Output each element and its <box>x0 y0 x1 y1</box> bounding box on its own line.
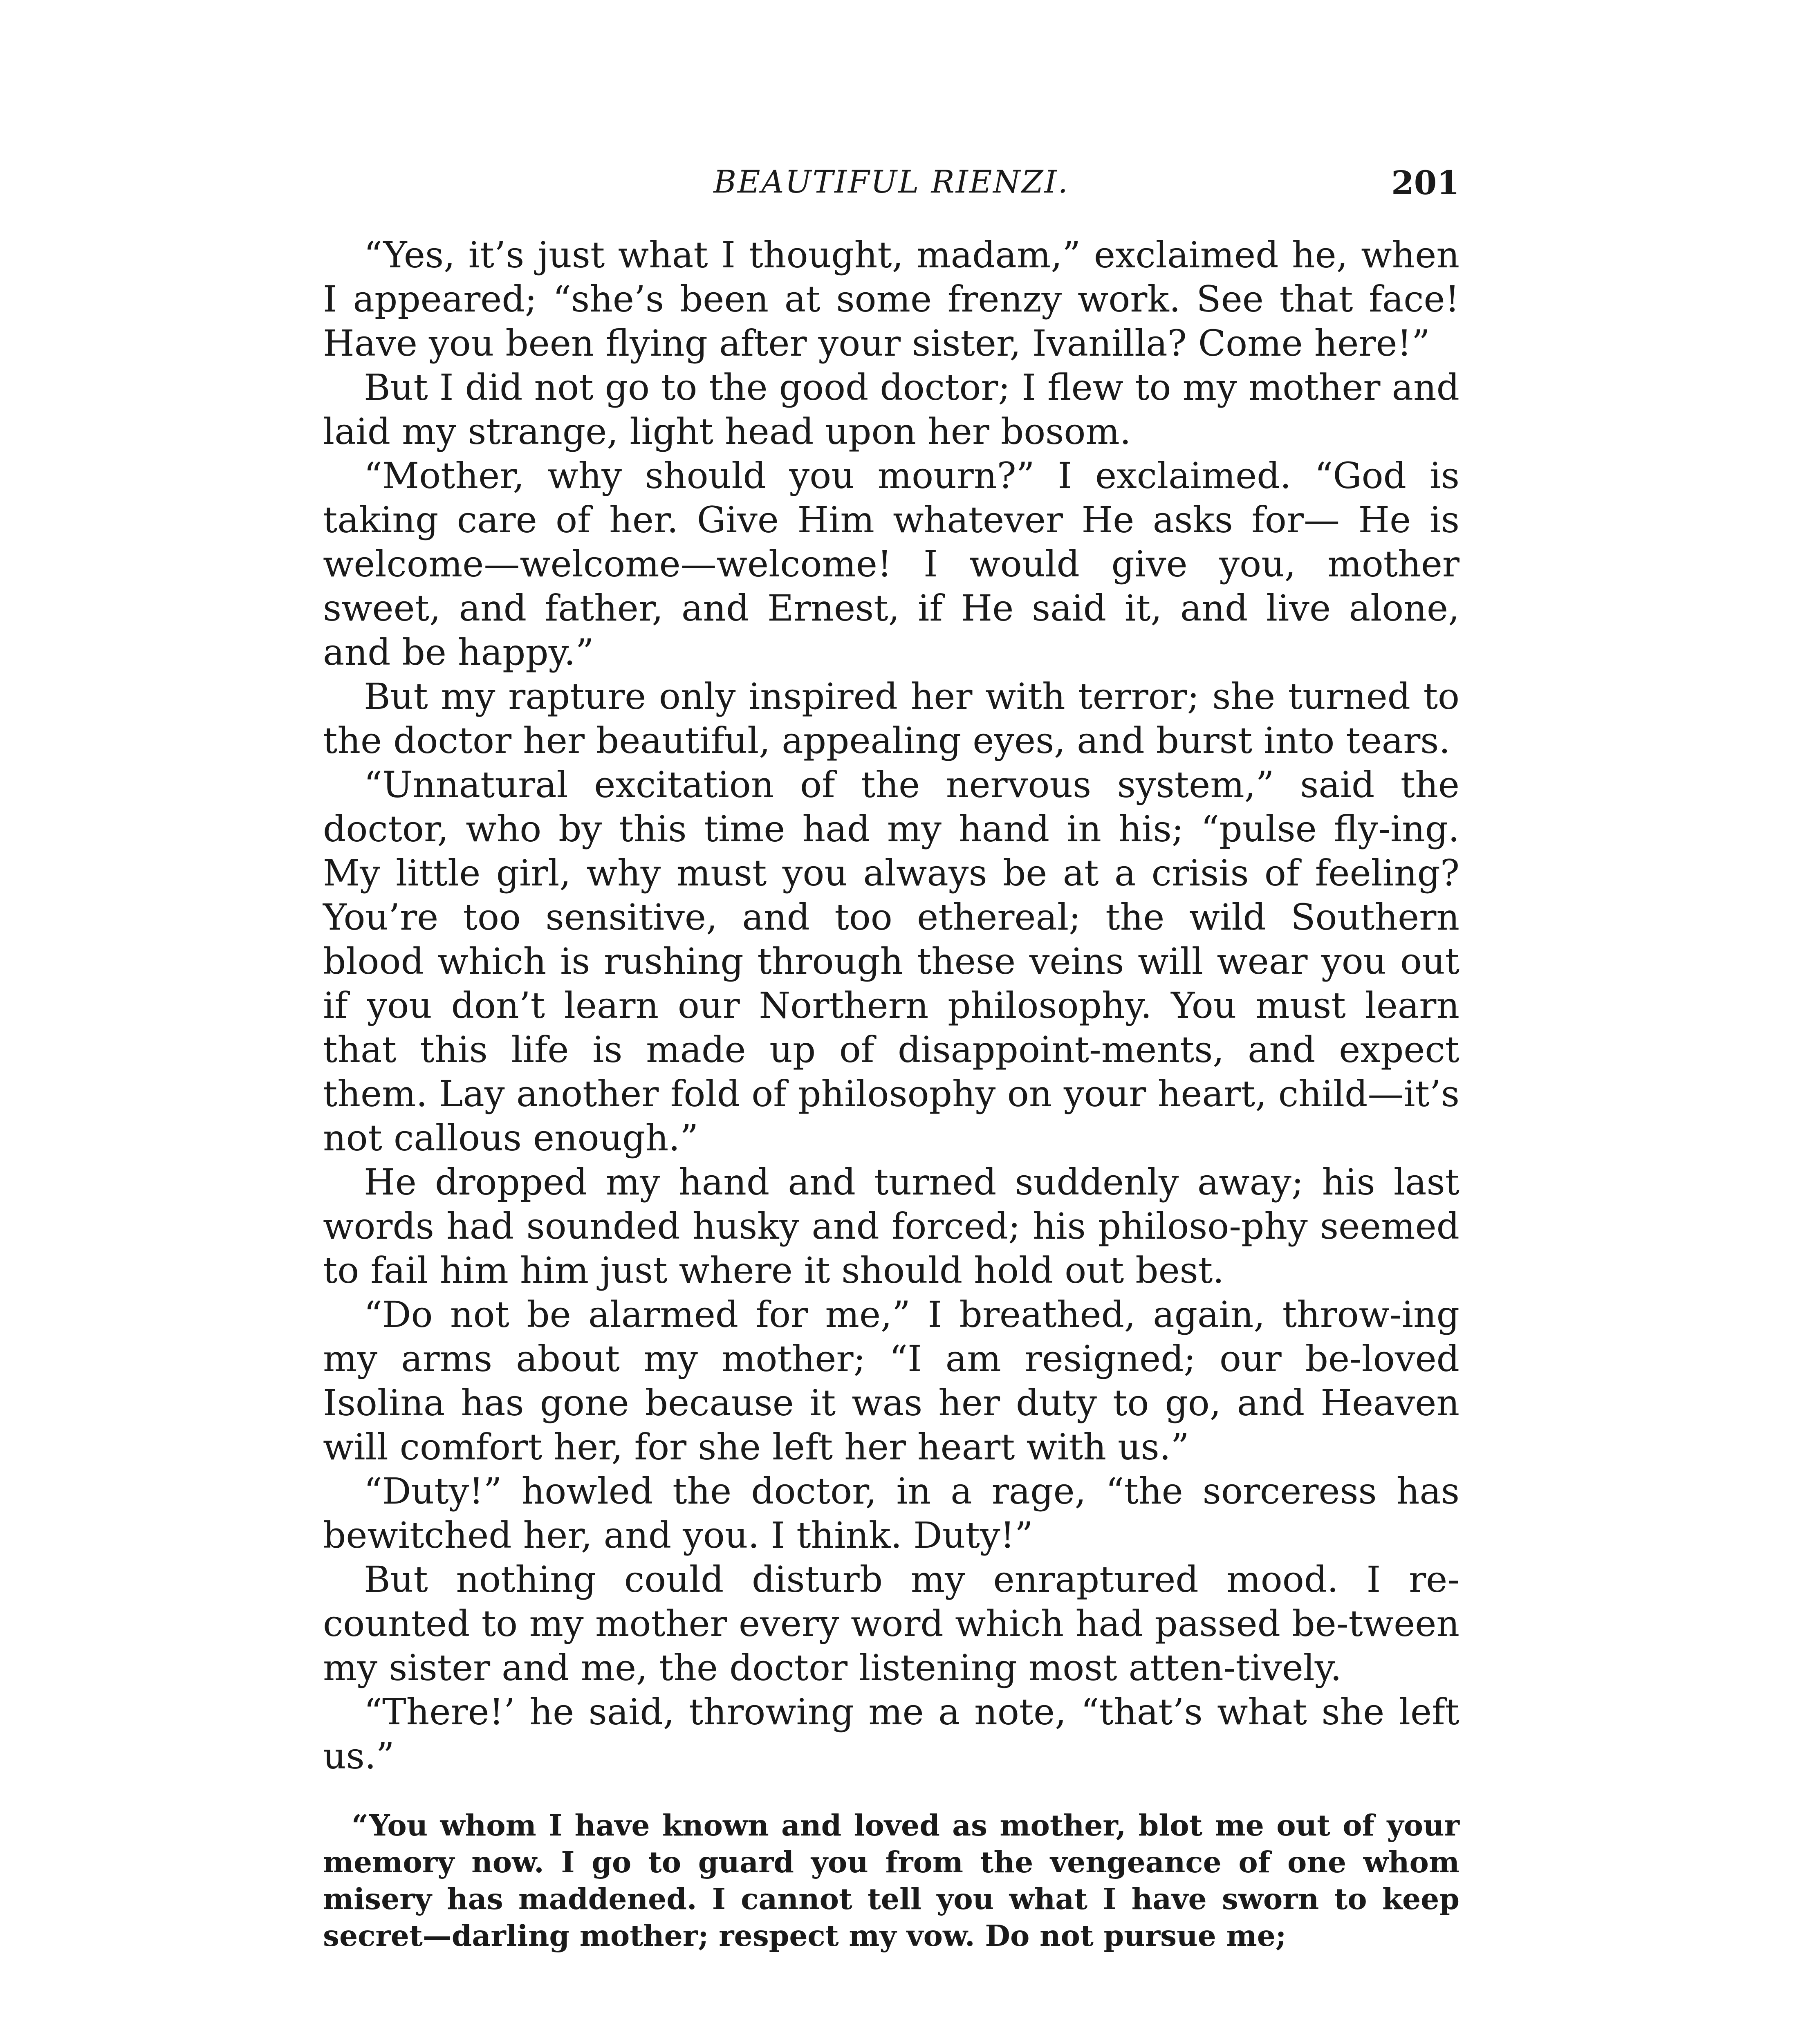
paragraph-1: “Yes, it’s just what I thought, madam,” exclaimed he, when I appeared; “she’s been at some frenzy work. See that face! Have you been flying after your sister, Ivanilla? Come here!” <box>323 234 1459 364</box>
paragraph-9: But nothing could disturb my enraptured mood. I re-counted to my mother every word which had passed be-tween my sister and me, the doctor listening most atten-tively. <box>323 1558 1459 1689</box>
quoted-letter <box>323 1807 1459 1954</box>
paragraph-4: But my rapture only inspired her with terror; she turned to the doctor her beautiful, appealing eyes, and burst into tears. <box>323 675 1459 762</box>
page-number: 201 <box>1391 164 1459 202</box>
letter-text: “You whom I have known and loved as mother, blot me out of your memory now. I go to guard you from the vengeance of one whom misery has maddened. I cannot tell you what I have sworn to keep secret—darling mother; respect my vow. Do not pursue me; <box>323 1808 1459 1953</box>
paragraph-7: “Do not be alarmed for me,” I breathed, again, throw-ing my arms about my mother; “I am resigned; our be-loved Isolina has gone because it was her duty to go, and Heaven will comfort her, for she left her heart with us.” <box>323 1293 1459 1468</box>
paragraph-5: “Unnatural excitation of the nervous system,” said the doctor, who by this time had my hand in his; “pulse fly-ing. My little girl, why must you always be at a crisis of feeling? You’re too sensitive, and too ethereal; the wild Southern blood which is rushing through these veins will wear you out if you don’t learn our Northern philosophy. You must learn that this life is made up of disappoint-ments, and expect them. Lay another fold of philosophy on your heart, child—it’s not callous enough.” <box>323 764 1459 1159</box>
book-page <box>323 164 1459 1954</box>
running-head <box>323 164 1459 208</box>
paragraph-3: “Mother, why should you mourn?” I exclaimed. “God is taking care of her. Give Him whatever He asks for— He is welcome—welcome—welcome! I would give you, mother sweet, and father, and Ernest, if He said it, and live alone, and be happy.” <box>323 455 1459 673</box>
paragraph-10: “There!’ he said, throwing me a note, “that’s what she left us.” <box>323 1691 1459 1777</box>
paragraph-6: He dropped my hand and turned suddenly away; his last words had sounded husky and forced; his philoso-phy seemed to fail him him just where it should hold out best. <box>323 1161 1459 1291</box>
paragraph-2: But I did not go to the good doctor; I flew to my mother and laid my strange, light head upon her bosom. <box>323 366 1459 453</box>
running-title: BEAUTIFUL RIENZI. <box>713 164 1069 200</box>
paragraph-8: “Duty!” howled the doctor, in a rage, “the sorceress has bewitched her, and you. I think. Duty!” <box>323 1470 1459 1556</box>
body-text <box>323 233 1459 1778</box>
